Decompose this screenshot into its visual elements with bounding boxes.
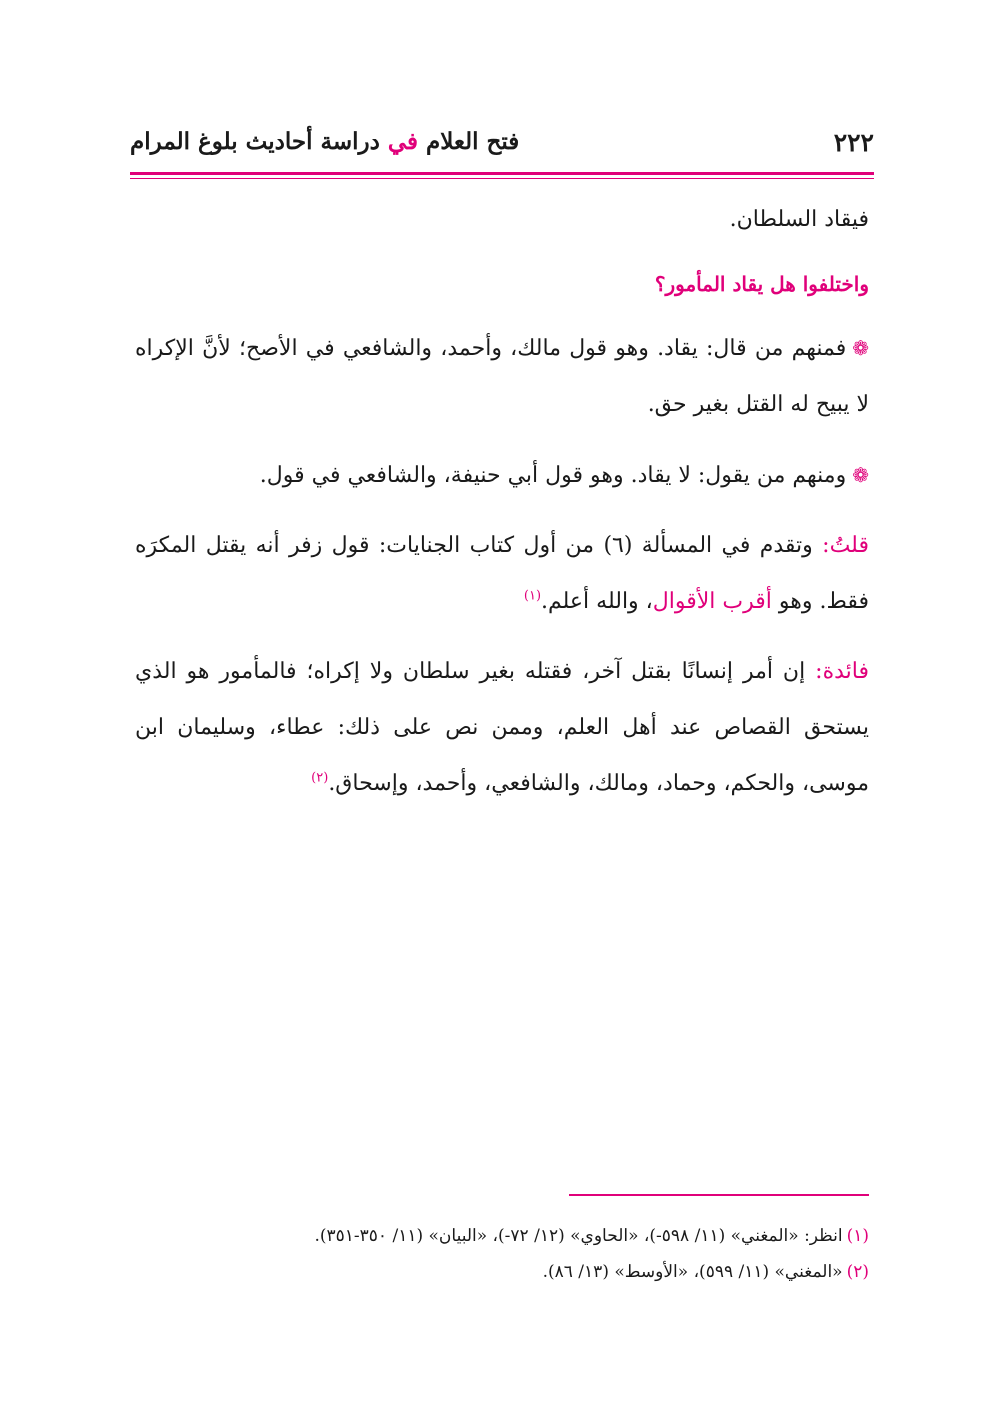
- paragraph-4-end: ، والله أعلم.: [541, 589, 653, 614]
- section-heading: واختلفوا هل يقاد المأمور؟: [654, 272, 869, 296]
- running-title-part-2: في: [387, 128, 419, 155]
- page-header: [130, 128, 874, 168]
- paragraph-4: [135, 518, 869, 630]
- paragraph-1: فيقاد السلطان.: [729, 207, 869, 232]
- header-rule-thick: [130, 172, 874, 175]
- footnote-1-mark: (١): [846, 1226, 869, 1246]
- paragraph-2: [135, 320, 869, 433]
- footnote-ref-1[interactable]: (١): [523, 588, 542, 604]
- flower-bullet-icon: ❁: [852, 463, 869, 487]
- footnote-1-text: انظر: «المغني» (١١/ ٥٩٨-)، «الحاوي» (١٢/ ٧٢-)، «البيان» (١١/ ٣٥٠-٣٥١).: [314, 1226, 843, 1246]
- running-title-part-1: فتح العلام: [418, 128, 520, 155]
- footnote-2-text: «المغني» (١١/ ٥٩٩)، «الأوسط» (١٣/ ٨٦).: [542, 1262, 843, 1282]
- running-title: [130, 128, 519, 155]
- paragraph-4-text: وتقدم في المسألة (٦) من أول كتاب الجنايات: قول زفر أنه يقتل المكرَه فقط. وهو: [135, 533, 869, 614]
- paragraph-3: [135, 447, 869, 504]
- paragraph-3-text: ومنهم من يقول: لا يقاد. وهو قول أبي حنيفة، والشافعي في قول.: [259, 463, 847, 488]
- paragraph-5-text: إن أمر إنسانًا بقتل آخر، فقتله بغير سلطان ولا إكراه؛ فالمأمور هو الذي يستحق القصاص عند أهل العلم، وممن نص على ذلك: عطاء، وسليمان ابن موسى، والحكم، وحماد، ومالك، والشافعي، وأحمد، وإسحاق.: [135, 659, 869, 796]
- flower-bullet-icon: ❁: [852, 336, 869, 360]
- footnotes: [135, 1218, 869, 1290]
- paragraph-2-text: فمنهم من قال: يقاد. وهو قول مالك، وأحمد، والشافعي في الأصح؛ لأنَّ الإكراه لا يبيح له القتل بغير حق.: [135, 336, 869, 417]
- footnote-2: [135, 1254, 869, 1290]
- footnote-ref-2[interactable]: (٢): [311, 770, 329, 786]
- page-number: ٢٢٢: [833, 128, 874, 157]
- running-title-part-3: دراسة أحاديث بلوغ المرام: [130, 128, 388, 155]
- paragraph-5: [135, 644, 869, 812]
- footnote-separator: [569, 1194, 869, 1196]
- header-rule-thin: [130, 178, 874, 179]
- benefit-label: فائدة:: [815, 659, 869, 684]
- main-text: [135, 192, 869, 812]
- footnote-1: [135, 1218, 869, 1254]
- highlight-phrase: أقرب الأقوال: [652, 589, 772, 614]
- note-label: قلتُ:: [822, 533, 869, 558]
- footnote-2-mark: (٢): [846, 1262, 869, 1282]
